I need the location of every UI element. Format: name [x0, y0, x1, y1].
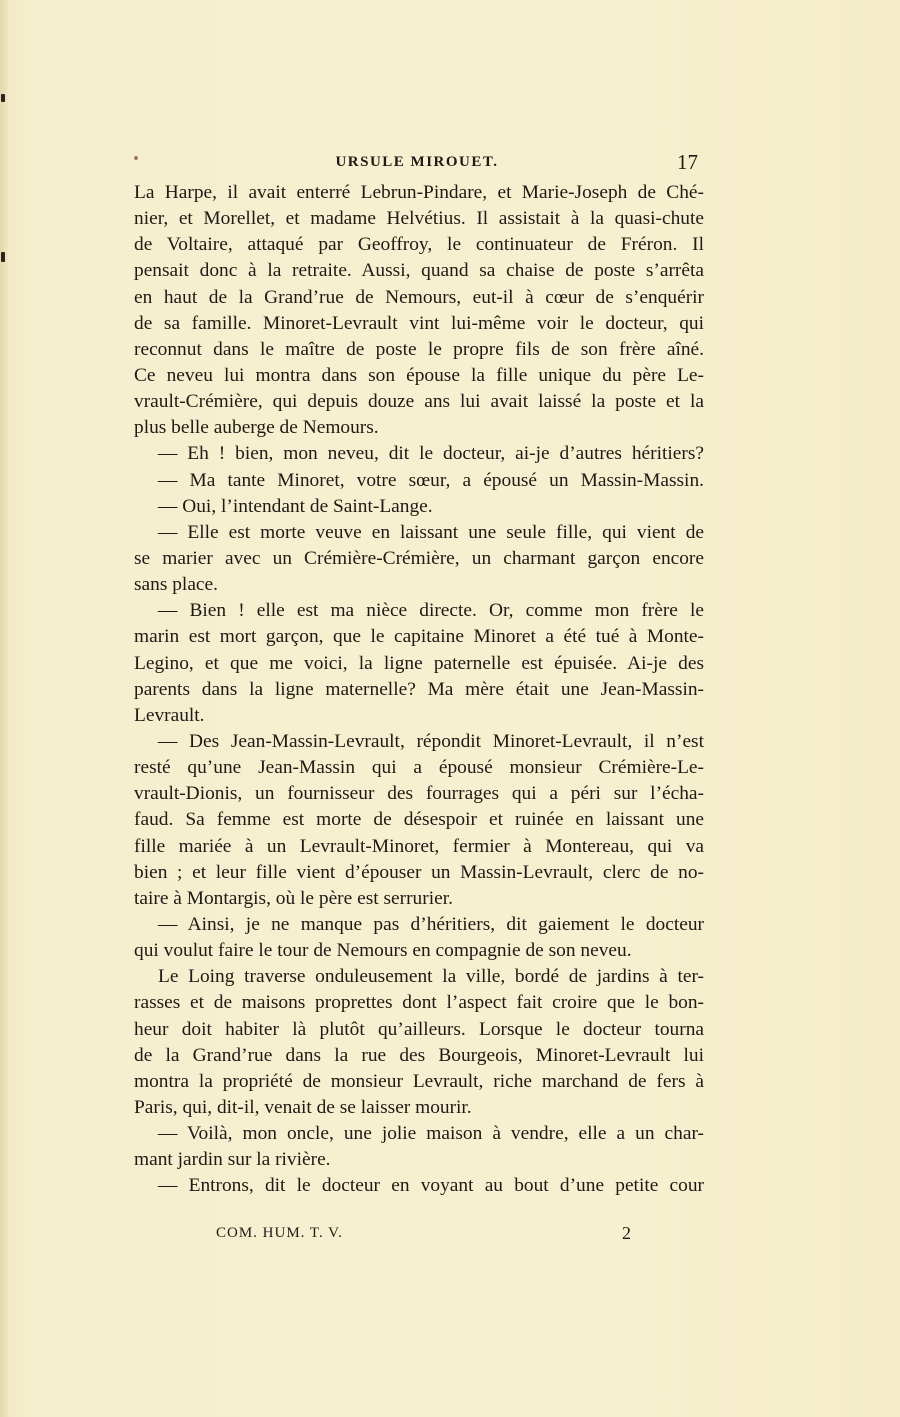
text-line: — Oui, l’intendant de Saint-Lange.	[158, 495, 433, 517]
text-line: Levrault.	[134, 704, 205, 726]
text-line: plus belle auberge de Nemours.	[134, 417, 379, 439]
text-line: nier, et Morellet, et madame Helvétius. Il assistait à la quasi-chute	[134, 208, 704, 230]
text-line: Le Loing traverse onduleusement la ville, bordé de jardins à ter-	[158, 966, 704, 988]
text-line: qui voulut faire le tour de Nemours en compagnie de son neveu.	[134, 940, 632, 962]
page-gutter	[0, 0, 8, 1417]
text-line: fille mariée à un Levrault-Minoret, fermier à Montereau, qui va	[134, 835, 704, 857]
text-line: heur doit habiter là plutôt qu’ailleurs. Lorsque le docteur tourna	[134, 1018, 704, 1040]
text-line: vrault-Crémière, qui depuis douze ans lui avait laissé la poste et la	[134, 391, 704, 413]
text-line: — Ma tante Minoret, votre sœur, a épousé un Massin-Massin.	[158, 469, 704, 491]
text-line: — Elle est morte veuve en laissant une seule fille, qui vient de	[158, 521, 704, 543]
text-line: taire à Montargis, où le père est serrurier.	[134, 887, 453, 909]
text-line: faud. Sa femme est morte de désespoir et ruinée en laissant une	[134, 809, 704, 831]
gutter-mark	[1, 94, 5, 102]
gutter-mark	[1, 252, 5, 262]
running-head	[134, 150, 700, 174]
sheet-number: 2	[622, 1223, 631, 1243]
text-line: marin est mort garçon, que le capitaine Minoret a été tué à Monte-	[134, 626, 704, 648]
text-line: rasses et de maisons proprettes dont l’aspect fait croire que le bon-	[134, 992, 704, 1014]
page-footer	[134, 1223, 704, 1247]
text-line: en haut de la Grand’rue de Nemours, eut-il à cœur de s’enquérir	[134, 286, 704, 308]
text-line: pensait donc à la retraite. Aussi, quand sa chaise de poste s’arrêta	[134, 260, 704, 282]
body-text	[134, 180, 704, 1199]
text-line: se marier avec un Crémière-Crémière, un charmant garçon encore	[134, 547, 704, 569]
text-line: mant jardin sur la rivière.	[134, 1149, 331, 1171]
text-line: — Eh ! bien, mon neveu, dit le docteur, ai-je d’autres héritiers?	[158, 443, 704, 465]
text-line: resté qu’une Jean-Massin qui a épousé monsieur Crémière-Le-	[134, 757, 704, 779]
text-line: — Ainsi, je ne manque pas d’héritiers, dit gaiement le docteur	[158, 913, 704, 935]
running-head-title: URSULE MIROUET.	[335, 154, 499, 170]
text-line: de sa famille. Minoret-Levrault vint lui-même voir le docteur, qui	[134, 312, 704, 334]
text-line: de la Grand’rue dans la rue des Bourgeois, Minoret-Levrault lui	[134, 1044, 704, 1066]
page-number: 17	[677, 150, 698, 174]
text-line: Legino, et que me voici, la ligne paternelle est épuisée. Ai-je des	[134, 652, 704, 674]
text-line: — Bien ! elle est ma nièce directe. Or, comme mon frère le	[158, 600, 704, 622]
text-line: montra la propriété de monsieur Levrault, riche marchand de fers à	[134, 1070, 704, 1092]
signature-mark: COM. HUM. T. V.	[216, 1225, 343, 1241]
text-line: bien ; et leur fille vient d’épouser un Massin-Levrault, clerc de no-	[134, 861, 704, 883]
text-line: reconnut dans le maître de poste le propre fils de son frère aîné.	[134, 338, 704, 360]
text-line: — Entrons, dit le docteur en voyant au bout d’une petite cour	[158, 1175, 704, 1197]
text-line: de Voltaire, attaqué par Geoffroy, le continuateur de Fréron. Il	[134, 234, 704, 256]
text-line: vrault-Dionis, un fournisseur des fourrages qui a péri sur l’écha-	[134, 783, 704, 805]
text-line: La Harpe, il avait enterré Lebrun-Pindare, et Marie-Joseph de Ché-	[134, 182, 704, 203]
text-line: sans place.	[134, 574, 218, 596]
text-line: Paris, qui, dit-il, venait de se laisser mourir.	[134, 1096, 472, 1118]
text-line: Ce neveu lui montra dans son épouse la fille unique du père Le-	[134, 364, 704, 386]
text-line: — Voilà, mon oncle, une jolie maison à vendre, elle a un char-	[158, 1123, 704, 1145]
text-line: parents dans la ligne maternelle? Ma mère était une Jean-Massin-	[134, 678, 704, 700]
text-line: — Des Jean-Massin-Levrault, répondit Minoret-Levrault, il n’est	[158, 730, 704, 752]
